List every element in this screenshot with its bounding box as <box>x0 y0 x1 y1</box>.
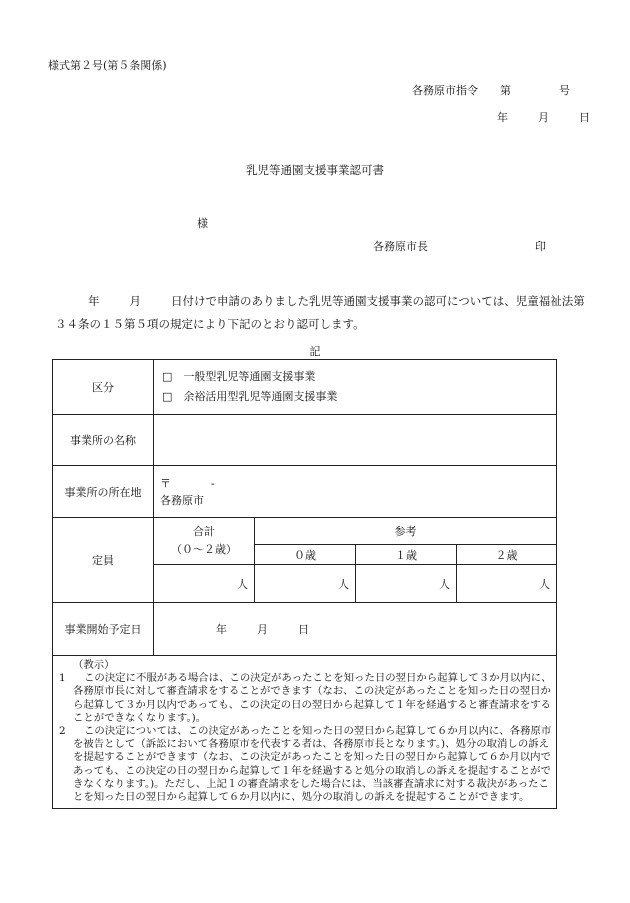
note-item <box>59 725 552 804</box>
start-date <box>154 603 557 656</box>
body-month: 月 <box>129 294 141 308</box>
reference-header: 参考 <box>255 518 557 545</box>
seal-mark: 印 <box>535 240 546 253</box>
kubun-options <box>154 360 557 415</box>
total-range: （０～２歳） <box>171 543 237 556</box>
start-label: 事業開始予定日 <box>53 603 154 656</box>
note-text: この決定に不服がある場合は、この決定があったことを知った日の翌日から起算して３か月以内に、各務原市長に対して審査請求をすることができます（なお、この決定があったことを知った日の翌日から起算して３か月以内であっても、この決定の日の翌日から起算して１年を経過すると審査請求をすることができなくなります。)。 <box>73 672 552 724</box>
start-year: 年 <box>216 623 227 636</box>
age-0-count: 人 <box>255 565 356 603</box>
age-1-header: １歳 <box>356 545 457 565</box>
body-text: 日付けで申請のありました乳児等通園支援事業の認可については、児童福祉法第３４条の１５第５項の規定により下記のとおり認可します。 <box>55 294 585 331</box>
age-1-count: 人 <box>356 565 457 603</box>
start-day: 日 <box>298 623 309 636</box>
issuer-dai: 第 <box>500 84 511 97</box>
note-number: 1 <box>59 672 66 685</box>
body-year: 年 <box>88 294 100 308</box>
kubun-label: 区分 <box>53 360 154 415</box>
teiin-label: 定員 <box>53 518 154 603</box>
document-title: 乳児等通園支援事業認可書 <box>246 163 384 177</box>
start-month: 月 <box>257 623 268 636</box>
mayor-name: 各務原市長 <box>373 240 428 253</box>
city-name: 各務原市 <box>160 493 204 507</box>
note-item <box>59 672 552 725</box>
date-year: 年 <box>497 111 508 124</box>
issue-date <box>497 109 590 125</box>
form-number: 様式第２号(第５条関係) <box>48 59 167 72</box>
address-field <box>154 466 557 518</box>
issuer-go: 号 <box>559 84 570 97</box>
total-header <box>154 518 255 565</box>
postal-dash: - <box>211 476 215 490</box>
option-surplus: □ 余裕活用型乳児等通園支援事業 <box>162 390 338 403</box>
total-label: 合計 <box>193 525 215 538</box>
age-2-header: ２歳 <box>457 545 557 565</box>
mayor-signature <box>373 238 546 254</box>
note-text: この決定については、この決定があったことを知った日の翌日から起算して６か月以内に、各務原市を被告として（訴訟において各務原市を代表する者は、各務原市長となります。)、処分の取消しの訴えを提起することができます（なお、この決定があったことを知った日の翌日から起算して６か月以内であっても、この決定の日の翌日から起算して１年を経過すると処分の取消しの訴えを提起することができなくなります。)。ただし、上記１の審査請求をした場合には、当該審査請求に対する裁決があったことを知った日の翌日から起算して６か月以内に、処分の取消しの訴えを提起することができます。 <box>73 725 552 804</box>
age-2-count: 人 <box>457 565 557 603</box>
body-paragraph <box>55 290 585 336</box>
address-label: 事業所の所在地 <box>53 466 154 518</box>
issuer-reference <box>412 82 570 98</box>
age-0-header: ０歳 <box>255 545 356 565</box>
name-field <box>154 415 557 466</box>
notes-section <box>53 656 557 809</box>
option-general: □ 一般型乳児等通園支援事業 <box>162 370 316 383</box>
issuer-prefix: 各務原市指令 <box>412 84 478 97</box>
notes-header: （教示） <box>73 659 115 671</box>
total-count: 人 <box>154 565 255 603</box>
date-day: 日 <box>579 111 590 124</box>
note-number: 2 <box>59 725 66 738</box>
date-month: 月 <box>538 111 549 124</box>
addressee-suffix: 様 <box>197 217 208 230</box>
postal-mark: 〒 <box>160 476 171 490</box>
name-label: 事業所の名称 <box>53 415 154 466</box>
ki-heading: 記 <box>309 345 321 358</box>
details-table <box>52 359 557 809</box>
